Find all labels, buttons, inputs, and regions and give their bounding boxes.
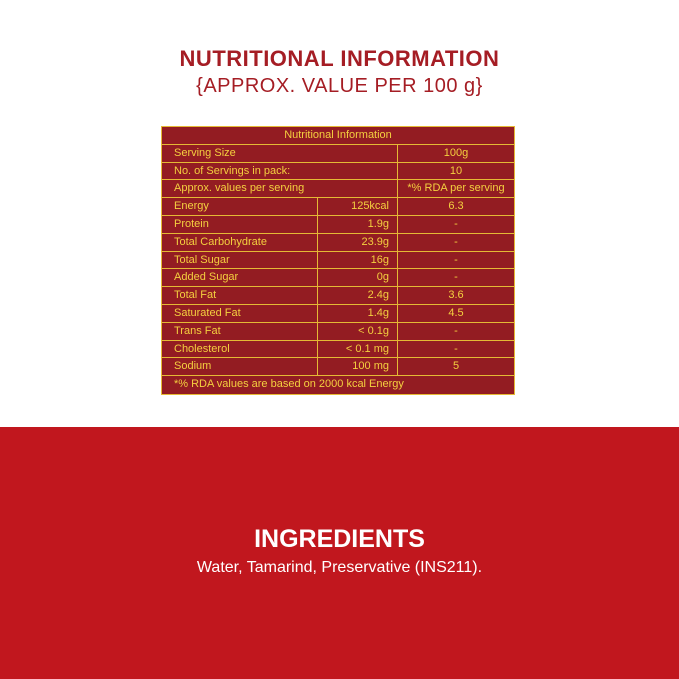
nutrient-rda: - xyxy=(454,342,458,355)
table-row xyxy=(162,234,514,252)
nutrient-rda: - xyxy=(454,217,458,230)
nutrient-rda: - xyxy=(454,235,458,248)
table-row xyxy=(162,358,514,376)
nutrient-name: Cholesterol xyxy=(162,341,318,358)
nutrient-rda: - xyxy=(454,253,458,266)
serving-size-value: 100g xyxy=(443,146,469,159)
nutrient-name: Added Sugar xyxy=(162,269,318,286)
nutrient-name: Total Carbohydrate xyxy=(162,234,318,251)
servings-in-pack-row xyxy=(162,163,514,181)
nutrient-value: < 0.1g xyxy=(318,323,398,340)
ingredients-text: Water, Tamarind, Preservative (INS211). xyxy=(196,559,483,576)
nutrient-value: < 0.1 mg xyxy=(318,341,398,358)
nutrient-value: 2.4g xyxy=(318,287,398,304)
nutrient-name: Total Sugar xyxy=(162,252,318,269)
ingredients-section xyxy=(0,427,679,679)
nutrient-value: 125kcal xyxy=(318,198,398,215)
nutrient-rda: - xyxy=(454,271,458,284)
nutrient-name: Trans Fat xyxy=(162,323,318,340)
nutrient-name: Saturated Fat xyxy=(162,305,318,322)
table-row xyxy=(162,269,514,287)
nutrient-rda: 6.3 xyxy=(448,200,464,213)
nutrient-name: Sodium xyxy=(162,358,318,375)
table-row xyxy=(162,323,514,341)
nutrient-value: 1.4g xyxy=(318,305,398,322)
approx-values-row xyxy=(162,180,514,198)
table-footnote: *% RDA values are based on 2000 kcal Energy xyxy=(174,378,404,391)
rda-header: *% RDA per serving xyxy=(407,182,505,195)
table-row xyxy=(162,341,514,359)
table-row xyxy=(162,252,514,270)
page-subtitle: {APPROX. VALUE PER 100 g} xyxy=(196,75,483,97)
nutrient-rda: 5 xyxy=(452,360,460,373)
table-row xyxy=(162,198,514,216)
page-title: NUTRITIONAL INFORMATION xyxy=(179,46,500,71)
table-row xyxy=(162,216,514,234)
nutrient-value: 16g xyxy=(318,252,398,269)
nutrient-name: Energy xyxy=(162,198,318,215)
approx-values-label: Approx. values per serving xyxy=(162,180,398,197)
nutrient-value: 100 mg xyxy=(318,358,398,375)
servings-in-pack-label: No. of Servings in pack: xyxy=(162,163,398,180)
ingredients-title: INGREDIENTS xyxy=(254,525,425,553)
servings-in-pack-value: 10 xyxy=(449,164,463,177)
nutrient-name: Protein xyxy=(162,216,318,233)
nutrient-rda: 3.6 xyxy=(448,289,464,302)
footnote-row xyxy=(162,376,514,394)
serving-size-label: Serving Size xyxy=(162,145,398,162)
nutrient-value: 23.9g xyxy=(318,234,398,251)
nutrient-value: 1.9g xyxy=(318,216,398,233)
serving-size-row xyxy=(162,145,514,163)
nutrient-name: Total Fat xyxy=(162,287,318,304)
table-row xyxy=(162,287,514,305)
nutrient-rda: - xyxy=(454,324,458,337)
table-row xyxy=(162,305,514,323)
table-caption: Nutritional Information xyxy=(284,129,392,141)
nutrition-table xyxy=(161,126,515,395)
table-caption-row xyxy=(162,127,514,145)
nutrient-value: 0g xyxy=(318,269,398,286)
nutrient-rda: 4.5 xyxy=(448,306,464,319)
